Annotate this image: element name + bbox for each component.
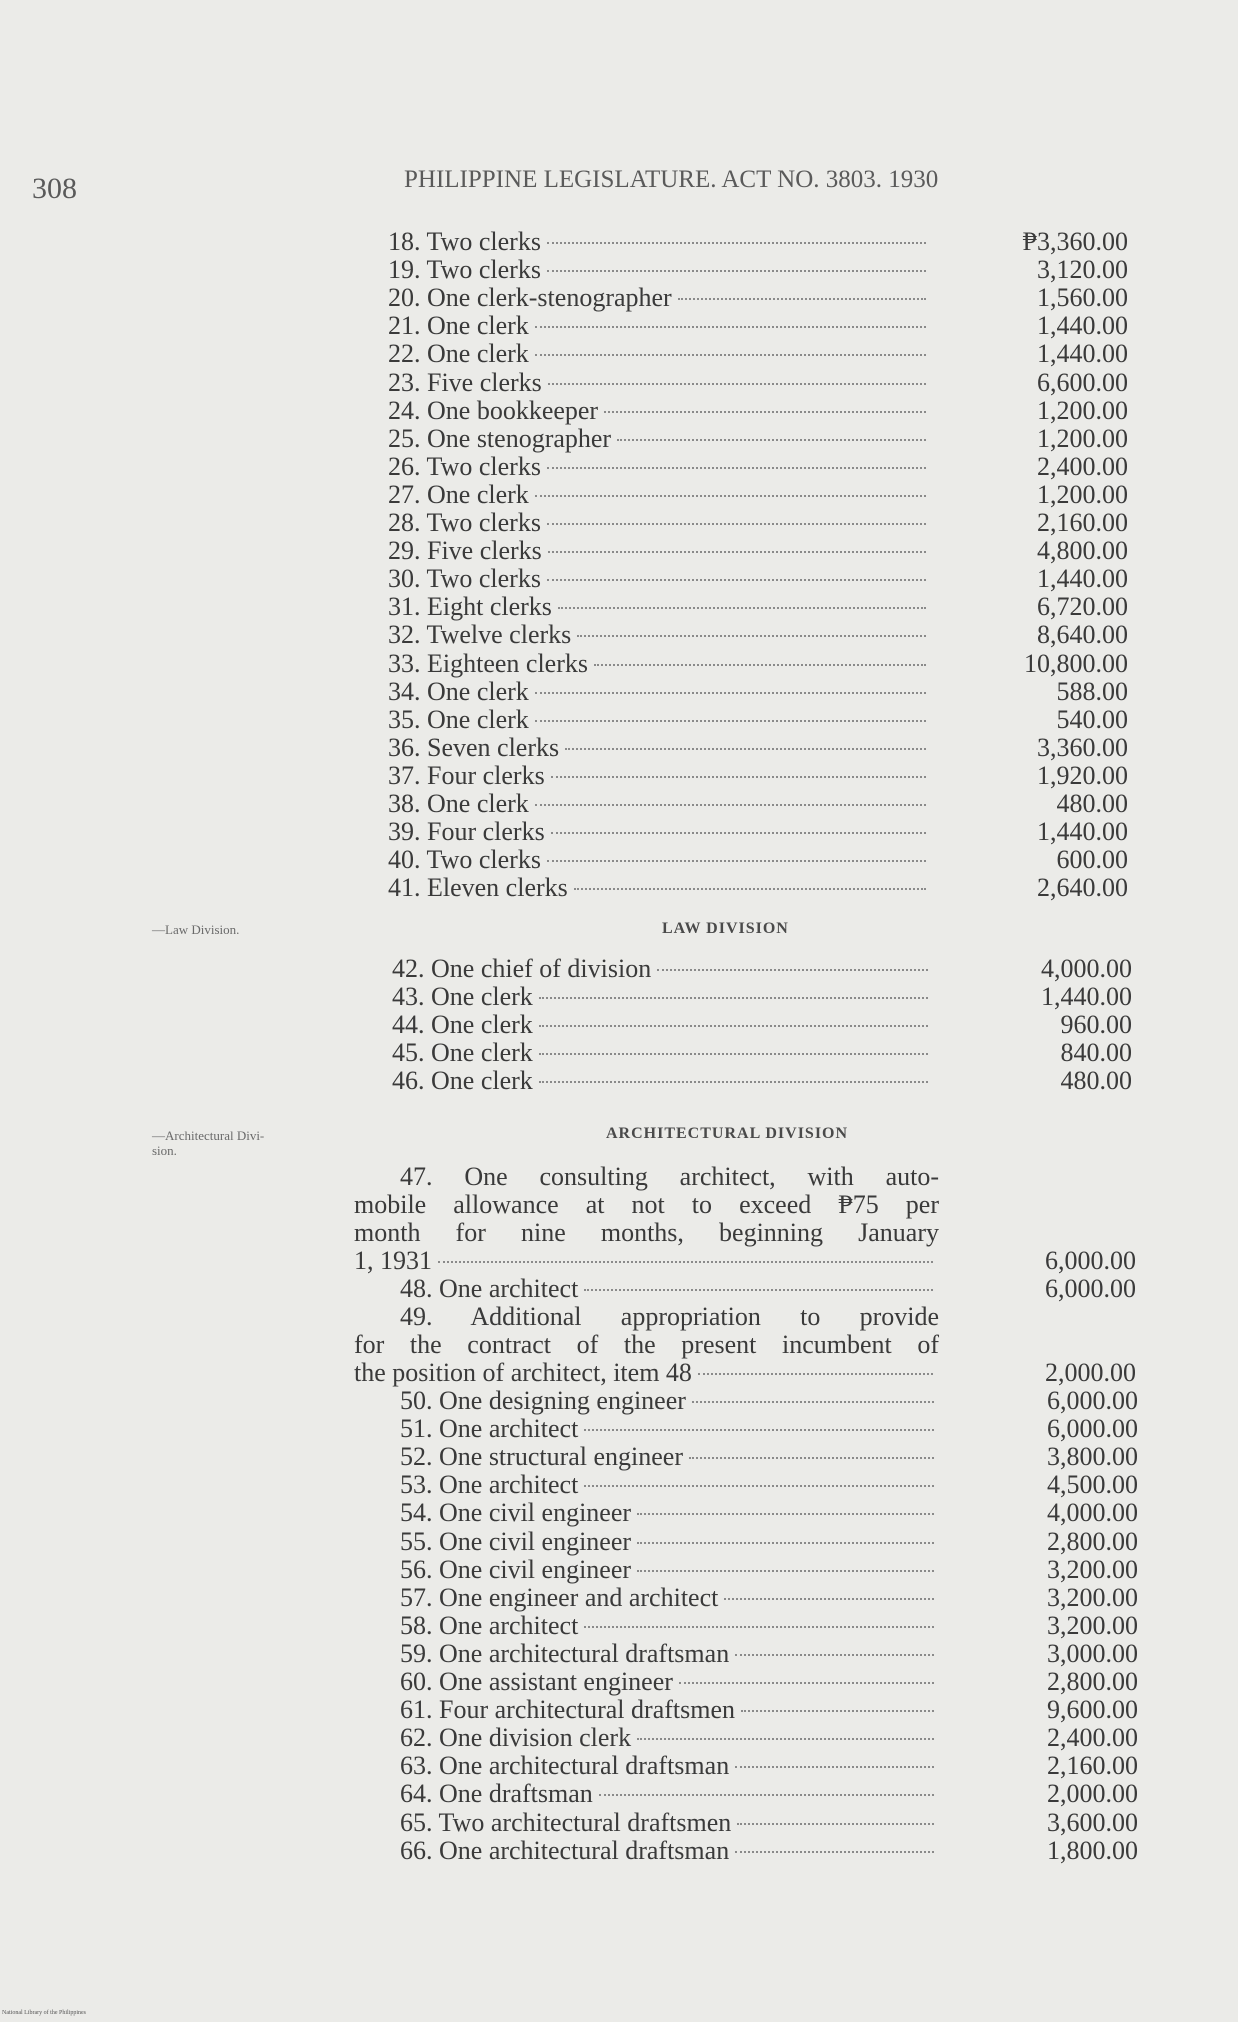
- line-item: [400, 1809, 940, 1837]
- line-item: [388, 762, 932, 790]
- dot-leader: [657, 969, 928, 971]
- paragraph-line: for the contract of the present incumbent of: [354, 1330, 939, 1359]
- line-item: [388, 509, 932, 537]
- item-text: 41. Eleven clerks: [388, 873, 568, 903]
- line-item: [400, 1471, 940, 1499]
- item-text: 45. One clerk: [392, 1038, 533, 1067]
- item-text: 28. Two clerks: [388, 508, 541, 537]
- item-amount: 1,800.00: [1047, 1835, 1138, 1865]
- dot-leader: [678, 298, 926, 300]
- item-amount: 1,200.00: [1037, 423, 1128, 453]
- item-amount: 9,600.00: [1047, 1695, 1138, 1725]
- dot-leader: [565, 748, 926, 750]
- dot-leader: [577, 635, 926, 637]
- line-item: [388, 397, 932, 425]
- item-text: 58. One architect: [400, 1610, 579, 1640]
- dot-leader: [584, 1429, 934, 1431]
- item-amount: 2,000.00: [1045, 1358, 1136, 1387]
- item-text: 26. Two clerks: [388, 451, 541, 481]
- line-item: [388, 678, 932, 706]
- item-amount: 1,920.00: [1037, 760, 1128, 790]
- line-item: [400, 1837, 940, 1865]
- dot-leader: [547, 860, 926, 862]
- item-text: 65. Two architectural draftsmen: [400, 1807, 732, 1837]
- running-head: PHILIPPINE LEGISLATURE. ACT NO. 3803. 1930: [404, 166, 939, 193]
- item-text: 27. One clerk: [388, 479, 529, 509]
- dot-leader: [679, 1682, 934, 1684]
- dot-leader: [692, 1401, 934, 1403]
- item-text: 33. Eighteen clerks: [388, 648, 588, 678]
- dot-leader: [617, 439, 926, 441]
- item-text: 54. One civil engineer: [400, 1498, 632, 1528]
- item-amount: 960.00: [1060, 1010, 1132, 1039]
- margin-note-architectural-division: [152, 1128, 264, 1158]
- item-amount: 6,000.00: [1045, 1246, 1136, 1275]
- page-number: 308: [32, 172, 77, 205]
- line-item: [392, 955, 934, 983]
- item-amount: 10,800.00: [1024, 648, 1128, 678]
- item-amount: 1,440.00: [1037, 311, 1128, 341]
- dot-leader: [574, 888, 926, 890]
- item-amount: 1,440.00: [1041, 982, 1132, 1011]
- item-text: 46. One clerk: [392, 1066, 533, 1095]
- line-item: [400, 1668, 940, 1696]
- item-text: 34. One clerk: [388, 676, 529, 706]
- item-amount: 2,000.00: [1047, 1779, 1138, 1809]
- item-text: 40. Two clerks: [388, 845, 541, 875]
- paragraph-line: 49. Additional appropriation to provide: [400, 1302, 939, 1331]
- line-item: [400, 1640, 940, 1668]
- item-amount: 1,440.00: [1037, 564, 1128, 594]
- item-amount: 4,000.00: [1041, 954, 1132, 983]
- line-item: [388, 818, 932, 846]
- dot-leader: [735, 1766, 934, 1768]
- dot-leader: [547, 579, 926, 581]
- item-text: 51. One architect: [400, 1414, 579, 1444]
- line-item: [388, 650, 932, 678]
- item-amount: 2,160.00: [1037, 508, 1128, 537]
- margin-note-line: —Architectural Divi-: [152, 1128, 265, 1143]
- line-item: [400, 1612, 940, 1640]
- item-text: 66. One architectural draftsman: [400, 1835, 730, 1865]
- item-text: 64. One draftsman: [400, 1779, 593, 1809]
- dot-leader: [551, 832, 926, 834]
- line-item: [388, 565, 932, 593]
- item-text: 53. One architect: [400, 1470, 579, 1500]
- line-item: [388, 481, 932, 509]
- item-text: 42. One chief of division: [392, 954, 652, 983]
- dot-leader: [535, 720, 926, 722]
- line-item: [400, 1415, 940, 1443]
- line-item: [388, 621, 932, 649]
- item-48-row: [400, 1275, 939, 1303]
- line-item: [400, 1584, 940, 1612]
- paragraph-line: month for nine months, beginning January: [354, 1218, 939, 1247]
- item-amount: 2,800.00: [1047, 1667, 1138, 1696]
- line-item: [388, 734, 932, 762]
- item-text: 30. Two clerks: [388, 564, 541, 594]
- item-amount: 600.00: [1056, 845, 1128, 875]
- item-amount: 3,200.00: [1047, 1554, 1138, 1584]
- paragraph-line: mobile allowance at not to exceed ₱75 per: [354, 1190, 939, 1219]
- item-amount: 4,800.00: [1037, 536, 1128, 566]
- item-text: 52. One structural engineer: [400, 1442, 684, 1472]
- item-text: 50. One designing engineer: [400, 1386, 686, 1415]
- item-text: 55. One civil engineer: [400, 1526, 632, 1556]
- dot-leader: [539, 1025, 928, 1027]
- line-item: [392, 983, 934, 1011]
- item-amount: 3,200.00: [1047, 1582, 1138, 1612]
- line-item: [400, 1696, 940, 1724]
- item-text: 48. One architect: [400, 1274, 579, 1303]
- item-47-last-line: [354, 1247, 939, 1275]
- dot-leader: [548, 551, 926, 553]
- item-amount: 6,720.00: [1037, 592, 1128, 622]
- item-text: 39. Four clerks: [388, 817, 545, 847]
- line-item: [400, 1780, 940, 1808]
- dot-leader: [584, 1289, 933, 1291]
- item-amount: 480.00: [1060, 1066, 1132, 1095]
- dot-leader: [547, 242, 926, 244]
- dot-leader: [539, 1053, 928, 1055]
- item-text: 18. Two clerks: [388, 227, 541, 256]
- item-amount: 3,120.00: [1037, 255, 1128, 285]
- dot-leader: [547, 270, 926, 272]
- item-amount: 1,440.00: [1037, 817, 1128, 847]
- item-47-paragraph: [354, 1163, 939, 1247]
- line-item: [388, 256, 932, 284]
- dot-leader: [599, 1794, 934, 1796]
- item-amount: 2,800.00: [1047, 1526, 1138, 1556]
- dot-leader: [535, 692, 926, 694]
- item-text: 24. One bookkeeper: [388, 395, 599, 425]
- line-item: [392, 1011, 934, 1039]
- item-amount: 6,000.00: [1047, 1414, 1138, 1444]
- line-item: [392, 1039, 934, 1067]
- item-amount: 1,440.00: [1037, 339, 1128, 369]
- footer-credit: National Library of the Philippines: [2, 2010, 86, 2016]
- item-text: 60. One assistant engineer: [400, 1667, 673, 1696]
- dot-leader: [637, 1570, 934, 1572]
- line-item: [388, 340, 932, 368]
- item-amount: 480.00: [1056, 789, 1128, 818]
- line-item: [400, 1528, 940, 1556]
- dot-leader: [539, 1081, 928, 1083]
- item-text: 19. Two clerks: [388, 255, 541, 285]
- dot-leader: [735, 1851, 934, 1853]
- item-amount: 1,200.00: [1037, 479, 1128, 509]
- line-item: [388, 453, 932, 481]
- line-item: [388, 537, 932, 565]
- line-item: [400, 1724, 940, 1752]
- item-amount: 4,500.00: [1047, 1470, 1138, 1500]
- item-text: 59. One architectural draftsman: [400, 1638, 730, 1668]
- item-amount: 6,000.00: [1045, 1274, 1136, 1303]
- item-amount: 6,600.00: [1037, 367, 1128, 397]
- dot-leader: [741, 1710, 934, 1712]
- item-text: 1, 1931: [354, 1246, 432, 1275]
- dot-leader: [547, 523, 926, 525]
- item-amount: ₱3,360.00: [1022, 227, 1128, 256]
- item-amount: 3,200.00: [1047, 1610, 1138, 1640]
- dot-leader: [735, 1654, 934, 1656]
- item-text: 21. One clerk: [388, 311, 529, 341]
- dot-leader: [535, 326, 926, 328]
- item-49-last-line: [354, 1359, 939, 1387]
- dot-leader: [689, 1457, 934, 1459]
- item-text: 61. Four architectural draftsmen: [400, 1695, 735, 1725]
- line-item: [388, 846, 932, 874]
- dot-leader: [724, 1598, 934, 1600]
- dot-leader: [548, 383, 926, 385]
- item-text: 44. One clerk: [392, 1010, 533, 1039]
- item-text: 32. Twelve clerks: [388, 620, 572, 650]
- dot-leader: [539, 997, 928, 999]
- item-text: 36. Seven clerks: [388, 732, 560, 762]
- line-item: [400, 1443, 940, 1471]
- dot-leader: [637, 1513, 934, 1515]
- item-amount: 3,360.00: [1037, 732, 1128, 762]
- item-amount: 2,400.00: [1047, 1723, 1138, 1753]
- line-item: [388, 369, 932, 397]
- line-item: [388, 425, 932, 453]
- item-text: 20. One clerk-stenographer: [388, 283, 672, 313]
- line-item: [388, 312, 932, 340]
- item-text: 62. One division clerk: [400, 1723, 632, 1753]
- item-text: the position of architect, item 48: [354, 1358, 692, 1387]
- line-item: [392, 1067, 934, 1095]
- paragraph-line: 47. One consulting architect, with auto-: [400, 1162, 939, 1191]
- section-heading-law-division: LAW DIVISION: [662, 920, 789, 937]
- item-amount: 840.00: [1060, 1038, 1132, 1067]
- item-text: 56. One civil engineer: [400, 1554, 632, 1584]
- dot-leader: [535, 495, 926, 497]
- item-49-paragraph: [354, 1303, 939, 1359]
- dot-leader: [698, 1373, 933, 1375]
- item-text: 43. One clerk: [392, 982, 533, 1011]
- dot-leader: [535, 354, 926, 356]
- dot-leader: [558, 607, 926, 609]
- line-item: [400, 1387, 940, 1415]
- dot-leader: [535, 804, 926, 806]
- line-item: [388, 790, 932, 818]
- item-text: 37. Four clerks: [388, 760, 545, 790]
- line-item: [388, 228, 932, 256]
- item-amount: 3,800.00: [1047, 1442, 1138, 1472]
- item-amount: 540.00: [1056, 704, 1128, 734]
- item-amount: 1,560.00: [1037, 283, 1128, 313]
- item-text: 35. One clerk: [388, 704, 529, 734]
- dot-leader: [594, 664, 926, 666]
- dot-leader: [551, 776, 926, 778]
- item-text: 23. Five clerks: [388, 367, 542, 397]
- dot-leader: [584, 1626, 934, 1628]
- item-amount: 2,640.00: [1037, 873, 1128, 903]
- item-amount: 2,400.00: [1037, 451, 1128, 481]
- line-item: [388, 593, 932, 621]
- item-text: 25. One stenographer: [388, 423, 612, 453]
- dot-leader: [737, 1823, 934, 1825]
- item-text: 57. One engineer and architect: [400, 1582, 719, 1612]
- margin-note-law-division: —Law Division.: [152, 922, 240, 937]
- line-item: [400, 1499, 940, 1527]
- item-amount: 1,200.00: [1037, 395, 1128, 425]
- line-item: [388, 284, 932, 312]
- item-amount: 2,160.00: [1047, 1751, 1138, 1781]
- item-text: 31. Eight clerks: [388, 592, 552, 622]
- item-amount: 3,000.00: [1047, 1638, 1138, 1668]
- dot-leader: [637, 1738, 934, 1740]
- dot-leader: [637, 1542, 934, 1544]
- item-amount: 6,000.00: [1047, 1386, 1138, 1415]
- item-text: 63. One architectural draftsman: [400, 1751, 730, 1781]
- item-amount: 8,640.00: [1037, 620, 1128, 650]
- item-amount: 3,600.00: [1047, 1807, 1138, 1837]
- item-amount: 4,000.00: [1047, 1498, 1138, 1528]
- section-heading-architectural-division: ARCHITECTURAL DIVISION: [606, 1125, 849, 1142]
- item-text: 38. One clerk: [388, 789, 529, 818]
- item-text: 29. Five clerks: [388, 536, 542, 566]
- dot-leader: [604, 411, 926, 413]
- line-item: [400, 1752, 940, 1780]
- line-item: [400, 1556, 940, 1584]
- line-item: [388, 874, 932, 902]
- line-item: [388, 706, 932, 734]
- item-amount: 588.00: [1056, 676, 1128, 706]
- dot-leader: [584, 1485, 934, 1487]
- dot-leader: [547, 467, 926, 469]
- dot-leader: [438, 1261, 933, 1263]
- item-text: 22. One clerk: [388, 339, 529, 369]
- margin-note-line: sion.: [152, 1143, 177, 1158]
